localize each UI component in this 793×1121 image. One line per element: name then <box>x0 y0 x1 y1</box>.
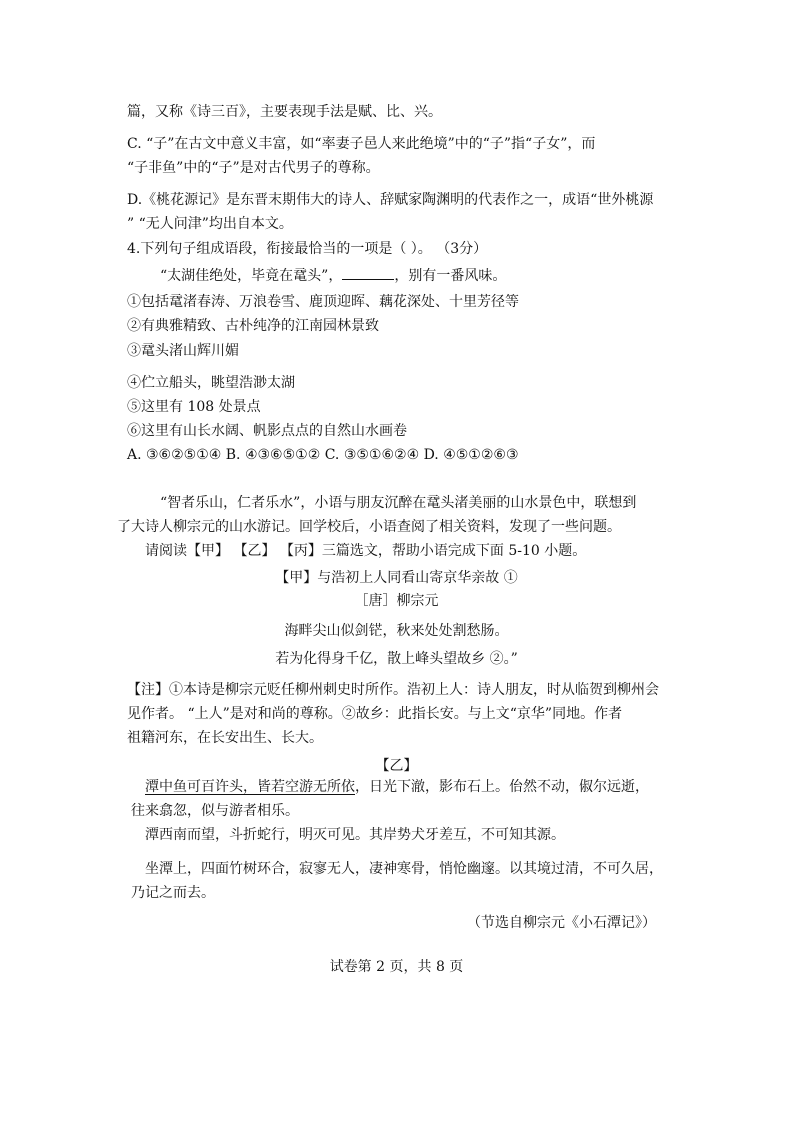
poem-line-2: 若为化得身千亿，散上峰头望故乡 ②。” <box>275 651 518 667</box>
option-d-line-1: D.《桃花源记》是东晋末期伟大的诗人、辞赋家陶渊明的代表作之一，成语“世外桃源 <box>127 192 654 208</box>
section-yi-title: 【乙】 <box>375 758 418 774</box>
passage-line-1: “智者乐山，仁者乐水”，小语与朋友沉醉在鼋头渚美丽的山水景色中，联想到 <box>160 495 637 511</box>
note-line-2: 见作者。 “上人”是对和尚的尊称。②故乡：此指长安。与上文“京华”同地。作者 <box>127 706 623 722</box>
yi-line-1 <box>145 778 649 796</box>
answer-options: A. ③⑥②⑤①④ B. ④③⑥⑤①② C. ③⑤①⑥②④ D. ④⑤①②⑥③ <box>127 447 519 463</box>
poem-line-1: 海畔尖山似剑铓，秋来处处割愁肠。 <box>284 623 509 639</box>
poem-title: 【甲】与浩初上人同看山寄京华亲故 ① <box>275 570 518 586</box>
question-4-stem <box>160 267 506 285</box>
underlined-sentence: 潭中鱼可百许头，皆若空游无所依 <box>145 779 355 795</box>
yi-line-3: 潭西南而望，斗折蛇行，明灭可见。其岸势犬牙差互，不可知其源。 <box>145 827 565 843</box>
option-d-line-2: ” “无人问津”均出自本文。 <box>127 216 293 232</box>
poem-author: ［唐］柳宗元 <box>354 593 439 609</box>
answer-blank[interactable] <box>342 267 394 280</box>
note-line-3: 祖籍河东，在长安出生、长大。 <box>127 730 323 746</box>
item-6: ⑥这里有山长水阔、帆影点点的自然山水画卷 <box>127 423 407 439</box>
yi-line-4: 坐潭上，四面竹树环合，寂寥无人，凄神寒骨，悄怆幽邃。以其境过清，不可久居， <box>145 861 663 877</box>
item-3: ③鼋头渚山辉川媚 <box>127 343 239 359</box>
page-footer: 试卷第 2 页，共 8 页 <box>329 959 464 975</box>
stem-part-a: “太湖佳绝处，毕竟在鼋头”， <box>160 268 343 284</box>
passage-line-3: 请阅读【甲】 【乙】 【丙】三篇选文，帮助小语完成下面 5-10 小题。 <box>145 543 587 559</box>
option-c-line-1: C. “子”在古文中意义丰富，如“率妻子邑人来此绝境”中的“子”指“子女”，而 <box>127 136 596 152</box>
stem-part-b: ，别有一番风味。 <box>394 268 507 284</box>
source-citation: （节选自柳宗元《小石潭记》） <box>467 915 656 931</box>
option-c-line-2: “子非鱼”中的“子”是对古代男子的尊称。 <box>127 160 380 176</box>
passage-line-2: 了大诗人柳宗元的山水游记。回学校后，小语查阅了相关资料，发现了一些问题。 <box>117 519 621 535</box>
question-4: 4.下列句子组成语段，衔接最恰当的一项是（ ）。 （3分） <box>127 241 488 257</box>
yi-line-5: 乃记之而去。 <box>131 885 215 901</box>
item-2: ②有典雅精致、古朴纯净的江南园林景致 <box>127 318 379 334</box>
yi-line-1-rest: ，日光下澈，影布石上。佁然不动，俶尔远逝， <box>355 779 649 795</box>
yi-line-2: 往来翕忽，似与游者相乐。 <box>131 803 299 819</box>
note-line-1: 【注】①本诗是柳宗元贬任柳州刺史时所作。浩初上人：诗人朋友，时从临贺到柳州会 <box>127 682 659 698</box>
text-line-1: 篇，又称《诗三百》，主要表现手法是赋、比、兴。 <box>127 104 442 120</box>
item-1: ①包括鼋渚春涛、万浪卷雪、鹿顶迎晖、藕花深处、十里芳径等 <box>127 294 519 310</box>
item-5: ⑤这里有 108 处景点 <box>127 399 261 415</box>
item-4: ④伫立船头，眺望浩渺太湖 <box>127 375 295 391</box>
